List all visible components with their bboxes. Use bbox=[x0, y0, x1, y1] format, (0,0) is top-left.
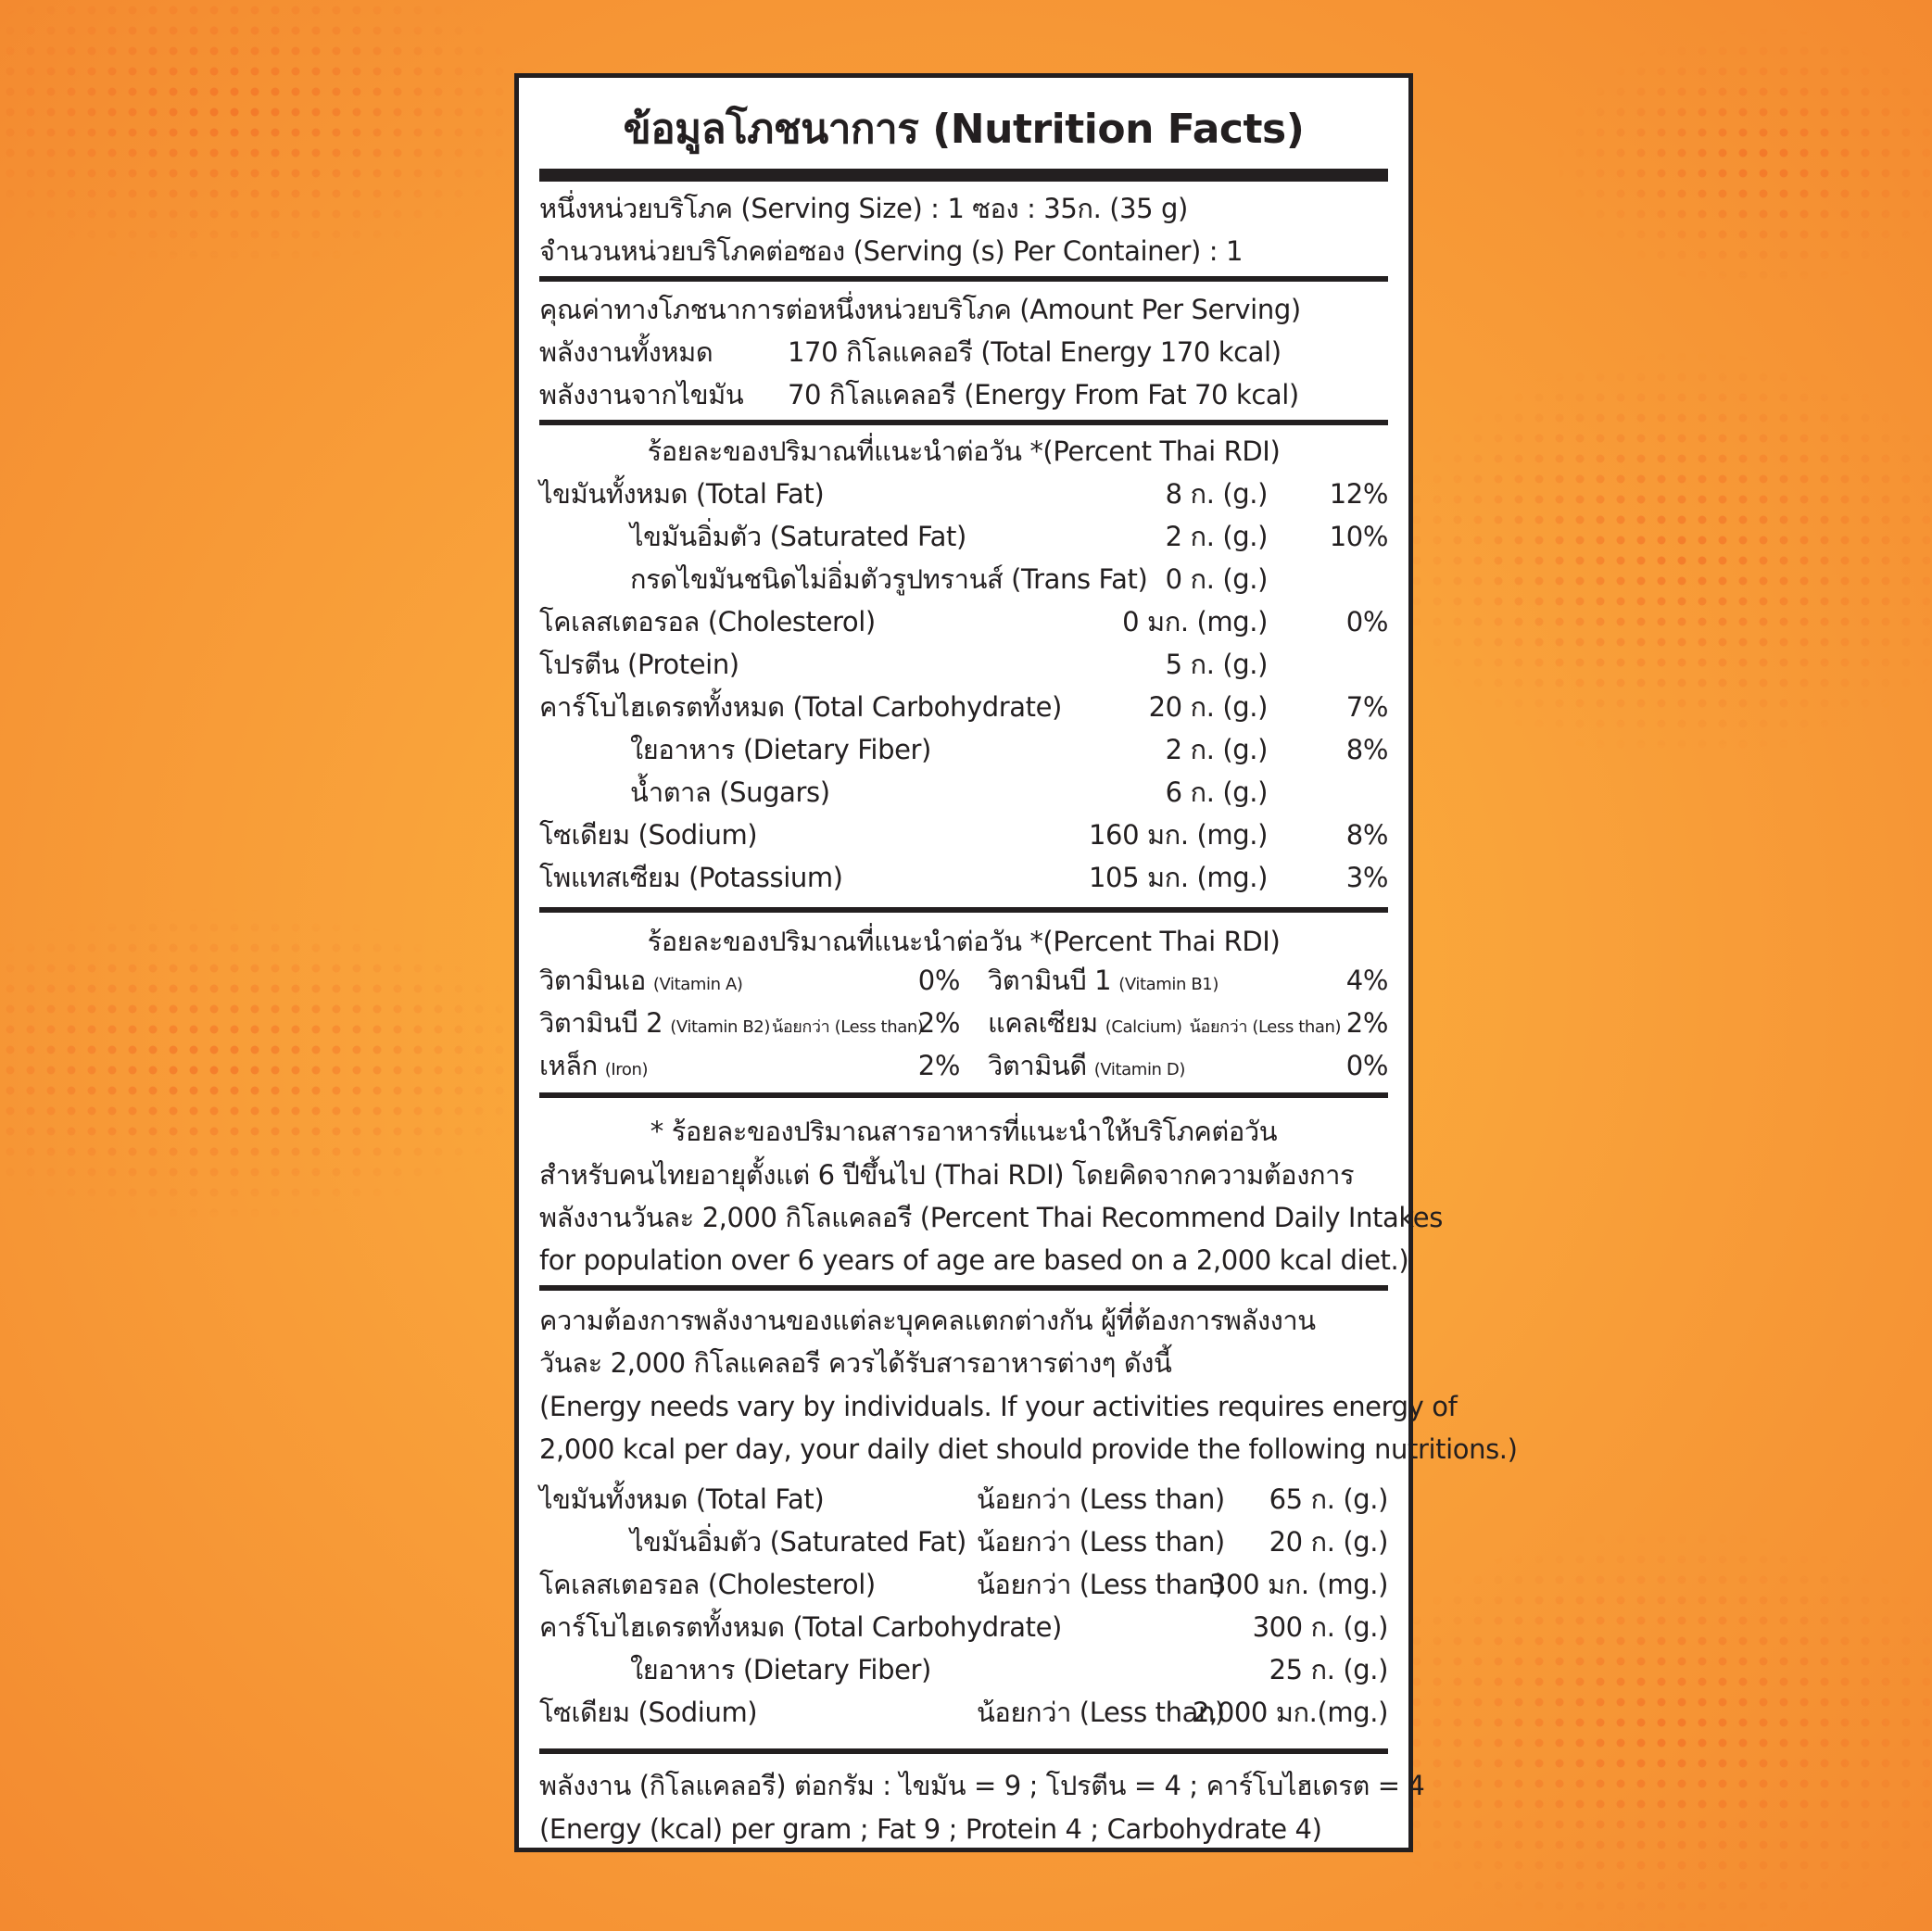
fat-energy-value: 70 กิโลแคลอรี (Energy From Fat 70 kcal) bbox=[788, 379, 1299, 410]
nutrient-amount: 0 ก. (g.) bbox=[1165, 563, 1268, 595]
vitamin-right bbox=[988, 965, 1226, 1001]
daily-value-name: ไขมันทั้งหมด (Total Fat) bbox=[539, 1483, 825, 1515]
vitamin-percent: 0% bbox=[917, 965, 960, 996]
energy-per-gram-th: พลังงาน (กิโลแคลอรี) ต่อกรัม : ไขมัน = 9 ; โปรตีน = 4 ; คาร์โบไฮเดรต = 4 bbox=[539, 1770, 1425, 1801]
vitamin-right bbox=[988, 1050, 1193, 1086]
footnote-line: for population over 6 years of age are based on a 2,000 kcal diet.) bbox=[539, 1244, 1409, 1276]
needs-line: (Energy needs vary by individuals. If your activities requires energy of bbox=[539, 1391, 1458, 1422]
nutrient-amount: 8 ก. (g.) bbox=[1165, 478, 1268, 510]
rdi-header: ร้อยละของปริมาณที่แนะนำต่อวัน *(Percent Thai RDI) bbox=[647, 435, 1281, 467]
less-than-label: น้อยกว่า (Less than) bbox=[1189, 1017, 1342, 1037]
vitamin-name-en: (Vitamin A) bbox=[652, 975, 743, 994]
vitamin-name-en: (Vitamin D) bbox=[1093, 1060, 1185, 1079]
daily-value-name: โคเลสเตอรอล (Cholesterol) bbox=[539, 1569, 876, 1600]
serving-size: หนึ่งหน่วยบริโภค (Serving Size) : 1 ซอง : 35ก. (35 g) bbox=[539, 193, 1188, 224]
vitamin-percent: 2% bbox=[1345, 1007, 1388, 1039]
nutrient-name: โคเลสเตอรอล (Cholesterol) bbox=[539, 606, 876, 637]
daily-value-amount: 300 ก. (g.) bbox=[1252, 1611, 1388, 1643]
divider bbox=[539, 1285, 1388, 1291]
needs-line: ความต้องการพลังงานของแต่ละบุคคลแตกต่างกัน ผู้ที่ต้องการพลังงาน bbox=[539, 1305, 1316, 1336]
vitamin-right bbox=[988, 1007, 1341, 1043]
daily-value-comparison: น้อยกว่า (Less than) bbox=[977, 1569, 1225, 1600]
nutrient-amount: 105 มก. (mg.) bbox=[1089, 862, 1268, 893]
energy-per-gram-en: (Energy (kcal) per gram ; Fat 9 ; Protein 4 ; Carbohydrate 4) bbox=[539, 1813, 1322, 1845]
nutrient-amount: 160 มก. (mg.) bbox=[1089, 819, 1268, 851]
vitamin-left bbox=[539, 1050, 650, 1086]
fat-energy-label: พลังงานจากไขมัน bbox=[539, 379, 744, 410]
nutrient-name: น้ำตาล (Sugars) bbox=[630, 776, 830, 808]
daily-value-amount: 25 ก. (g.) bbox=[1269, 1654, 1388, 1685]
divider bbox=[539, 1748, 1388, 1754]
daily-value-comparison: น้อยกว่า (Less than) bbox=[977, 1526, 1225, 1558]
needs-line: 2,000 kcal per day, your daily diet should provide the following nutritions.) bbox=[539, 1433, 1518, 1465]
daily-value-amount: 300 มก. (mg.) bbox=[1209, 1569, 1388, 1600]
total-energy-label: พลังงานทั้งหมด bbox=[539, 336, 713, 368]
divider-thick bbox=[539, 169, 1388, 182]
nutrient-name: กรดไขมันชนิดไม่อิ่มตัวรูปทรานส์ (Trans Fat) bbox=[630, 563, 1148, 595]
footnote-line: * ร้อยละของปริมาณสารอาหารที่แนะนำให้บริโภคต่อวัน bbox=[650, 1116, 1278, 1147]
nutrient-name: คาร์โบไฮเดรตทั้งหมด (Total Carbohydrate) bbox=[539, 691, 1062, 723]
nutrient-percent: 7% bbox=[1345, 691, 1388, 723]
nutrient-amount: 2 ก. (g.) bbox=[1165, 734, 1268, 765]
vitamin-name-en: (Vitamin B1) bbox=[1118, 975, 1219, 994]
daily-value-amount: 2,000 มก.(mg.) bbox=[1192, 1697, 1388, 1728]
panel-content bbox=[539, 78, 1518, 1848]
less-than-label: น้อยกว่า (Less than) bbox=[771, 1017, 924, 1037]
panel-title: ข้อมูลโภชนาการ (Nutrition Facts) bbox=[623, 106, 1305, 153]
rdi-header-vitamins: ร้อยละของปริมาณที่แนะนำต่อวัน *(Percent Thai RDI) bbox=[647, 926, 1281, 957]
nutrient-amount: 6 ก. (g.) bbox=[1165, 776, 1268, 808]
nutrient-percent: 12% bbox=[1329, 478, 1388, 510]
vitamin-left bbox=[539, 965, 745, 1001]
vitamin-name: วิตามินบี 1 bbox=[988, 965, 1112, 996]
vitamin-name: วิตามินบี 2 bbox=[539, 1007, 663, 1039]
footnote-line: พลังงานวันละ 2,000 กิโลแคลอรี (Percent Thai Recommend Daily Intakes bbox=[539, 1202, 1443, 1233]
daily-value-amount: 65 ก. (g.) bbox=[1269, 1483, 1388, 1515]
daily-value-name: คาร์โบไฮเดรตทั้งหมด (Total Carbohydrate) bbox=[539, 1611, 1062, 1643]
nutrition-facts-panel bbox=[514, 73, 1518, 1852]
nutrient-percent: 10% bbox=[1329, 521, 1388, 552]
daily-value-name: ไขมันอิ่มตัว (Saturated Fat) bbox=[630, 1526, 966, 1558]
nutrient-percent: 8% bbox=[1345, 734, 1388, 765]
divider bbox=[539, 276, 1388, 282]
vitamin-name: วิตามินเอ bbox=[539, 965, 646, 996]
nutrient-amount: 0 มก. (mg.) bbox=[1122, 606, 1268, 637]
total-energy-value: 170 กิโลแคลอรี (Total Energy 170 kcal) bbox=[788, 336, 1282, 368]
nutrient-amount: 20 ก. (g.) bbox=[1148, 691, 1268, 723]
nutrient-name: ไขมันทั้งหมด (Total Fat) bbox=[539, 478, 825, 510]
nutrient-name: ไขมันอิ่มตัว (Saturated Fat) bbox=[630, 521, 966, 552]
vitamin-name: เหล็ก bbox=[539, 1050, 598, 1081]
daily-value-name: โซเดียม (Sodium) bbox=[539, 1697, 758, 1728]
daily-value-comparison: น้อยกว่า (Less than) bbox=[977, 1697, 1225, 1728]
vitamin-name-en: (Calcium) bbox=[1105, 1017, 1182, 1037]
nutrient-amount: 5 ก. (g.) bbox=[1165, 649, 1268, 680]
vitamin-name: แคลเซียม bbox=[988, 1007, 1098, 1039]
vitamin-name-en: (Iron) bbox=[604, 1060, 649, 1079]
nutrient-name: โปรตีน (Protein) bbox=[539, 649, 739, 680]
nutrient-percent: 0% bbox=[1345, 606, 1388, 637]
vitamin-name: วิตามินดี bbox=[988, 1050, 1087, 1081]
nutrient-percent: 3% bbox=[1345, 862, 1388, 893]
nutrient-name: โพแทสเซียม (Potassium) bbox=[539, 862, 843, 893]
daily-value-name: ใยอาหาร (Dietary Fiber) bbox=[630, 1654, 931, 1685]
nutrient-amount: 2 ก. (g.) bbox=[1165, 521, 1268, 552]
servings-per-container: จำนวนหน่วยบริโภคต่อซอง (Serving (s) Per Container) : 1 bbox=[539, 235, 1244, 267]
nutrient-name: ใยอาหาร (Dietary Fiber) bbox=[630, 734, 931, 765]
amount-per-serving-header: คุณค่าทางโภชนาการต่อหนึ่งหน่วยบริโภค (Amount Per Serving) bbox=[539, 294, 1301, 325]
vitamin-left bbox=[539, 1007, 923, 1043]
vitamin-percent: 4% bbox=[1345, 965, 1388, 996]
vitamin-percent: 0% bbox=[1345, 1050, 1388, 1081]
divider bbox=[539, 420, 1388, 425]
daily-value-amount: 20 ก. (g.) bbox=[1269, 1526, 1388, 1558]
vitamin-percent: 2% bbox=[917, 1007, 960, 1039]
vitamin-name-en: (Vitamin B2) bbox=[670, 1017, 770, 1037]
nutrient-name: โซเดียม (Sodium) bbox=[539, 819, 758, 851]
divider bbox=[539, 1092, 1388, 1098]
divider bbox=[539, 907, 1388, 913]
nutrient-percent: 8% bbox=[1345, 819, 1388, 851]
vitamin-percent: 2% bbox=[917, 1050, 960, 1081]
daily-value-comparison: น้อยกว่า (Less than) bbox=[977, 1483, 1225, 1515]
needs-line: วันละ 2,000 กิโลแคลอรี ควรได้รับสารอาหารต่างๆ ดังนี้ bbox=[539, 1347, 1172, 1379]
footnote-line: สำหรับคนไทยอายุตั้งแต่ 6 ปีขึ้นไป (Thai RDI) โดยคิดจากความต้องการ bbox=[539, 1159, 1355, 1191]
